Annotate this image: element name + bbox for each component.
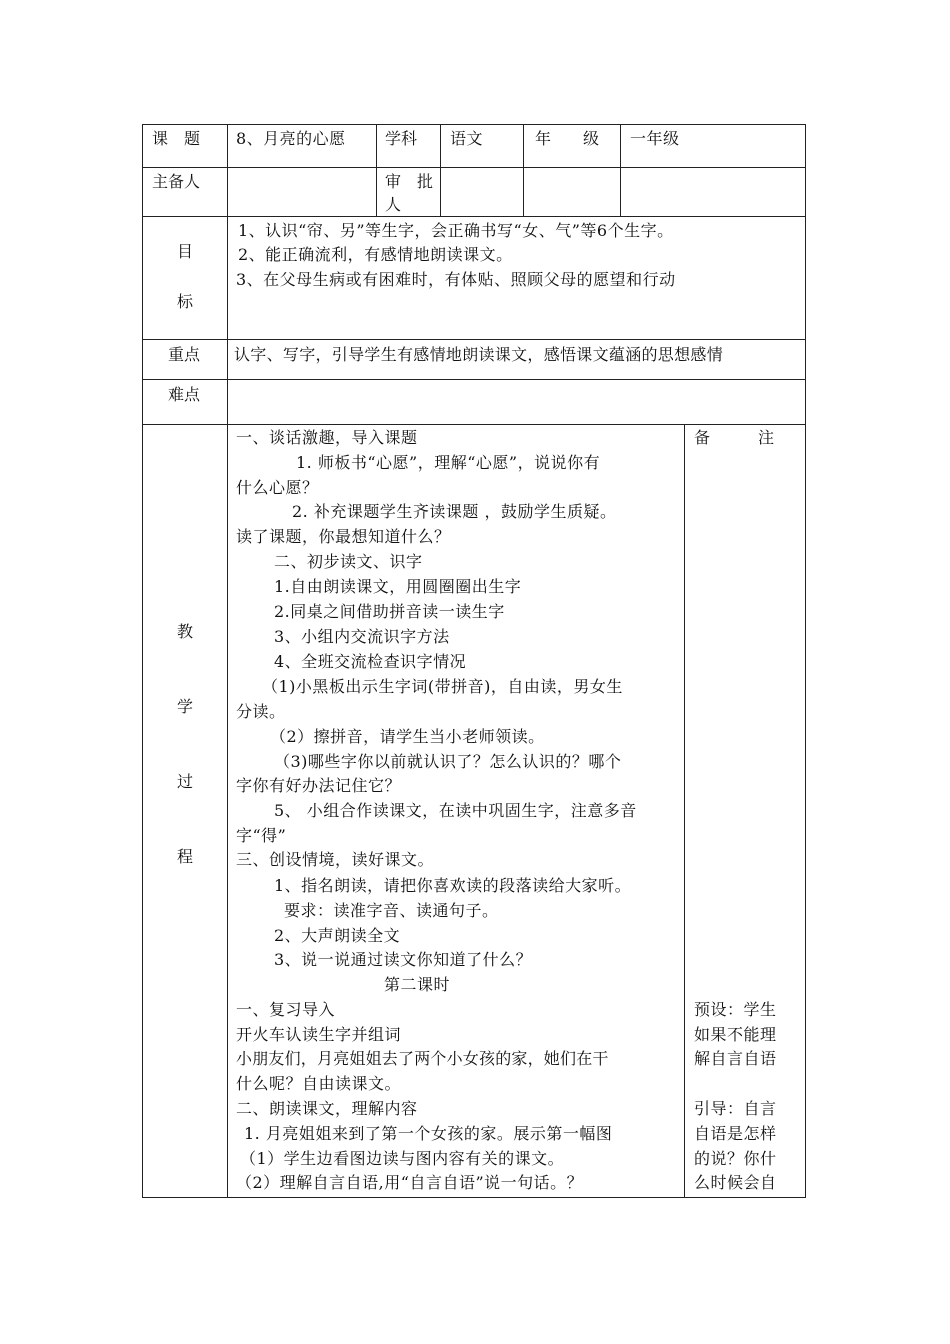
difficulty-label: 难点 bbox=[168, 385, 201, 404]
goals-label-1: 目 bbox=[177, 242, 194, 261]
goal-item: 3、在父母生病或有困难时，有体贴、照顾父母的愿望和行动 bbox=[236, 270, 676, 289]
table-border-left bbox=[142, 124, 143, 1198]
process-line: 一、谈话激趣，导入课题 bbox=[236, 428, 418, 447]
approver-label-line2: 人 bbox=[385, 195, 402, 214]
grade-value: 一年级 bbox=[630, 129, 680, 148]
goals-label-2: 标 bbox=[177, 292, 194, 311]
process-line: 什么呢？自由读课文。 bbox=[236, 1074, 402, 1093]
process-line: 一、复习导入 bbox=[236, 1000, 336, 1019]
process-line: 读了课题，你最想知道什么？ bbox=[236, 527, 451, 546]
topic-value: 8、月亮的心愿 bbox=[236, 129, 346, 148]
process-label-char: 教 bbox=[177, 622, 194, 641]
col-divider bbox=[227, 124, 228, 1198]
row-divider bbox=[142, 167, 806, 168]
notes-title: 备 注 bbox=[694, 428, 775, 447]
goal-item: 1、认识“帘、另”等生字，会正确书写“女、气”等6个生字。 bbox=[238, 221, 674, 240]
process-line: 分读。 bbox=[236, 702, 286, 721]
row-divider bbox=[142, 424, 806, 425]
process-line: 二、初步读文、识字 bbox=[274, 552, 423, 571]
notes-line: 预设：学生 bbox=[694, 1000, 777, 1019]
process-line: （1)小黑板出示生字词(带拼音)，自由读，男女生 bbox=[262, 677, 623, 696]
process-line: （3)哪些字你以前就认识了？怎么认识的？哪个 bbox=[274, 752, 622, 771]
process-line: 2、大声朗读全文 bbox=[274, 926, 401, 945]
subject-label: 学科 bbox=[385, 129, 418, 148]
grade-label: 年 级 bbox=[535, 129, 600, 148]
process-line: 字你有好办法记住它？ bbox=[236, 776, 402, 795]
notes-line: 如果不能理 bbox=[694, 1025, 777, 1044]
process-line: 1. 师板书“心愿”，理解“心愿”，说说你有 bbox=[296, 453, 601, 472]
row-divider bbox=[142, 339, 806, 340]
approver-label-line1: 审 批 bbox=[385, 172, 434, 191]
table-border-top bbox=[142, 124, 806, 125]
key-point-label: 重点 bbox=[168, 345, 201, 364]
process-label-char: 程 bbox=[177, 847, 194, 866]
process-line: 3、说一说通过读文你知道了什么？ bbox=[274, 950, 533, 969]
row-divider bbox=[142, 216, 806, 217]
process-line: 2.同桌之间借助拼音读一读生字 bbox=[274, 602, 505, 621]
process-line: 1. 月亮姐姐来到了第一个女孩的家。展示第一幅图 bbox=[244, 1124, 613, 1143]
col-divider bbox=[440, 124, 441, 217]
notes-line: 自语是怎样 bbox=[694, 1124, 777, 1143]
goal-item: 2、能正确流利，有感情地朗读课文。 bbox=[238, 245, 513, 264]
table-border-bottom bbox=[142, 1197, 806, 1198]
process-line: （1）学生边看图边读与图内容有关的课文。 bbox=[240, 1149, 565, 1168]
process-line: 2. 补充课题学生齐读课题 ，鼓励学生质疑。 bbox=[292, 502, 617, 521]
process-line: 4、全班交流检查识字情况 bbox=[274, 652, 467, 671]
process-line: 字“得” bbox=[236, 826, 287, 845]
process-line: 要求：读准字音、读通句子。 bbox=[284, 901, 499, 920]
process-line: 1、指名朗读，请把你喜欢读的段落读给大家听。 bbox=[274, 876, 632, 895]
process-line: 3、小组内交流识字方法 bbox=[274, 627, 450, 646]
col-divider bbox=[684, 424, 685, 1198]
notes-line: 解自言自语 bbox=[694, 1049, 777, 1068]
subject-value: 语文 bbox=[450, 129, 484, 148]
process-line: 5、 小组合作读课文，在读中巩固生字，注意多音 bbox=[274, 801, 637, 820]
process-line: 什么心愿？ bbox=[236, 478, 319, 497]
col-divider bbox=[523, 124, 524, 217]
key-point-text: 认字、写字，引导学生有感情地朗读课文，感悟课文蕴涵的思想感情 bbox=[234, 345, 724, 364]
process-label-char: 学 bbox=[177, 697, 194, 716]
col-divider bbox=[620, 124, 621, 217]
preparer-label: 主备人 bbox=[152, 172, 201, 191]
process-line: 开火车认读生字并组词 bbox=[236, 1025, 402, 1044]
notes-line: 引导：自言 bbox=[694, 1099, 777, 1118]
process-line: 1.自由朗读课文，用圆圈圈出生字 bbox=[274, 577, 522, 596]
notes-line: 的说？你什 bbox=[694, 1149, 777, 1168]
process-line: 三、创设情境，读好课文。 bbox=[236, 850, 435, 869]
process-line: 二、朗读课文，理解内容 bbox=[236, 1099, 418, 1118]
topic-label: 课 题 bbox=[152, 129, 201, 148]
process-line: 小朋友们，月亮姐姐去了两个小女孩的家，她们在干 bbox=[236, 1049, 609, 1068]
table-border-right bbox=[805, 124, 806, 1198]
notes-line: 么时候会自 bbox=[694, 1173, 777, 1192]
process-line: （2）擦拼音，请学生当小老师领读。 bbox=[270, 727, 545, 746]
process-line: （2）理解自言自语,用“自言自语”说一句话。？ bbox=[236, 1173, 584, 1192]
col-divider bbox=[376, 124, 377, 217]
process-line: 第二课时 bbox=[384, 975, 451, 994]
row-divider bbox=[142, 379, 806, 380]
process-label-char: 过 bbox=[177, 772, 194, 791]
